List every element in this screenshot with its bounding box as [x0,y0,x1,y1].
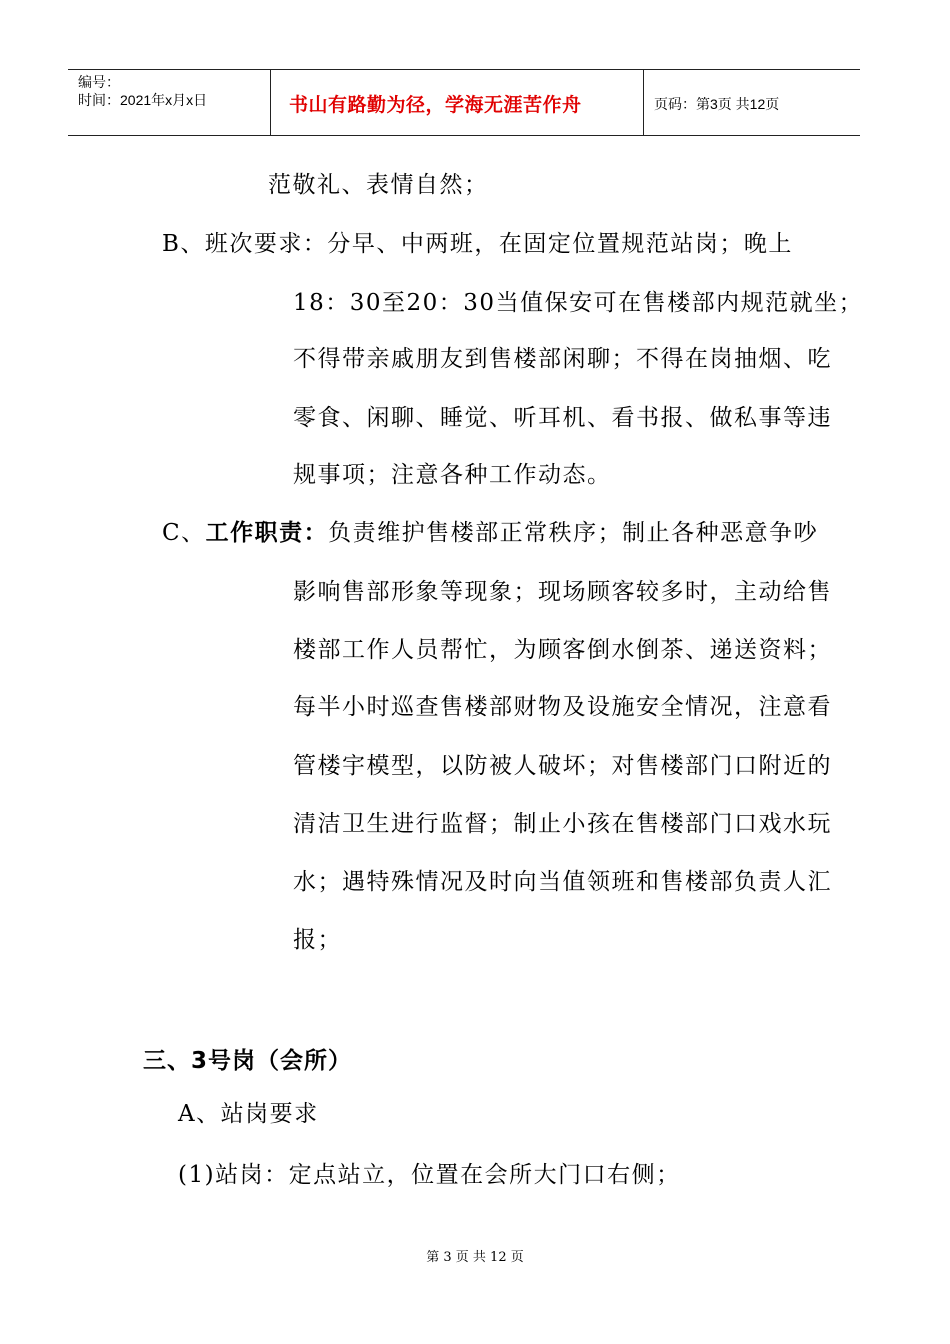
item-a: A、站岗要求 [178,1101,319,1127]
item-b: B、班次要求：分早、中两班，在固定位置规范站岗；晚上 [162,231,793,257]
header-top-border [68,69,860,70]
item-c-line: 管楼宇模型，以防被人破坏；对售楼部门口附近的 [293,753,832,779]
item-c-line: 每半小时巡查售楼部财物及设施安全情况，注意看 [293,694,832,720]
item-b-line: 规事项；注意各种工作动态。 [293,462,612,488]
section-heading: 三、3号岗（会所） [143,1048,353,1074]
item-c-prefix: C、 [162,520,206,546]
item-c-line: 楼部工作人员帮忙，为顾客倒水倒茶、递送资料； [293,637,832,663]
header-divider-left [270,69,271,135]
header-bottom-border [68,135,860,136]
item-c [162,518,818,548]
item-b-line: 零食、闲聊、睡觉、听耳机、看书报、做私事等违 [293,405,832,431]
item-c-line: 水；遇特殊情况及时向当值领班和售楼部负责人汇 [293,869,832,895]
item-c-line: 清洁卫生进行监督；制止小孩在售楼部门口戏水玩 [293,811,832,837]
header-page-info: 页码：第3页 共12页 [654,96,780,112]
header-number-label: 编号： [78,74,120,90]
item-b-line: 18：30至20：30当值保安可在售楼部内规范就坐； [293,290,864,316]
header-time-label: 时间：2021年x月x日 [78,92,208,108]
header-motto: 书山有路勤为径，学海无涯苦作舟 [289,94,582,116]
item-c-line: 影响售部形象等现象；现场顾客较多时，主动给售 [293,579,832,605]
footer-page-number: 第 3 页 共 12 页 [426,1250,524,1265]
item-a1: (1)站岗：定点站立，位置在会所大门口右侧； [178,1162,681,1188]
item-c-first: 负责维护售楼部正常秩序；制止各种恶意争吵 [328,520,819,546]
text-line: 范敬礼、表情自然； [268,172,489,198]
item-c-label: 工作职责： [205,519,329,546]
item-b-line: 不得带亲戚朋友到售楼部闲聊；不得在岗抽烟、吃 [293,346,832,372]
item-c-line: 报； [293,927,342,953]
header-divider-right [643,69,644,135]
